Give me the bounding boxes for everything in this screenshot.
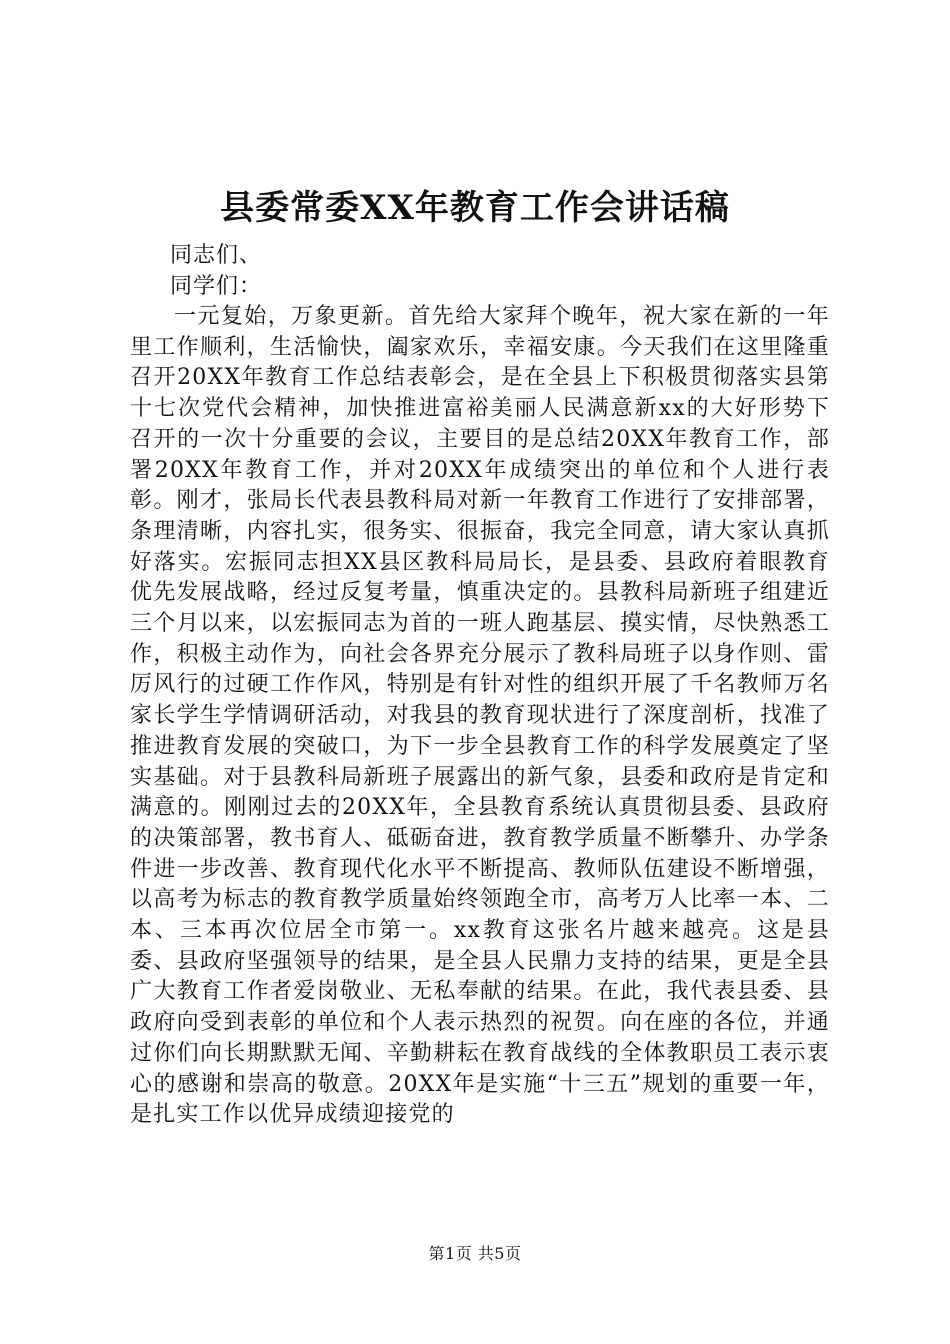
speech-paragraph: 一元复始，万象更新。首先给大家拜个晚年，祝大家在新的一年里工作顺利，生活愉快，阖家欢乐，幸福安康。今天我们在这里隆重召开20XX年教育工作总结表彰会，是在全县上下积极贯彻落实县第十七次党代会精神，加快推进富裕美丽人民满意新xx的大好形势下召开的一次十分重要的会议，主要目的是总结20XX年教育工作，部署20XX年教育工作，并对20XX年成绩突出的单位和个人进行表彰。刚才，张局长代表县教科局对新一年教育工作进行了安排部署，条理清晰，内容扎实，很务实、很振奋，我完全同意，请大家认真抓好落实。宏振同志担XX县区教科局局长，是县委、县政府着眼教育优先发展战略，经过反复考量，慎重决定的。县教科局新班子组建近三个月以来，以宏振同志为首的一班人跑基层、摸实情，尽快熟悉工作，积极主动作为，向社会各界充分展示了教科局班子以身作则、雷厉风行的过硬工作作风，特别是有针对性的组织开展了千名教师万名家长学生学情调研活动，对我县的教育现状进行了深度剖析，找准了推进教育发展的突破口，为下一步全县教育工作的科学发展奠定了坚实基础。对于县教科局新班子展露出的新气象，县委和政府是肯定和满意的。刚刚过去的20XX年，全县教育系统认真贯彻县委、县政府的决策部署，教书育人、砥砺奋进，教育教学质量不断攀升、办学条件进一步改善、教育现代化水平不断提高、教师队伍建设不断增强，以高考为标志的教育教学质量始终领跑全市，高考万人比率一本、二本、三本再次位居全市第一。xx教育这张名片越来越亮。这是县委、县政府坚强领导的结果，是全县人民鼎力支持的结果，更是全县广大教育工作者爱岗敬业、无私奉献的结果。在此，我代表县委、县政府向受到表彰的单位和个人表示热烈的祝贺。向在座的各位，并通过你们向长期默默无闻、辛勤耕耘在教育战线的全体教职员工表示衷心的感谢和崇高的敬意。20XX年是实施“十三五”规划的重要一年，是扎实工作以优异成绩迎接党的 (130, 304, 830, 1128)
salutation-comrades: 同志们、 (170, 243, 263, 268)
page-number: 第1页 共5页 (428, 1244, 522, 1263)
document-title: 县委常委XX年教育工作会讲话稿 (220, 188, 730, 228)
salutation-students: 同学们： (170, 274, 263, 299)
